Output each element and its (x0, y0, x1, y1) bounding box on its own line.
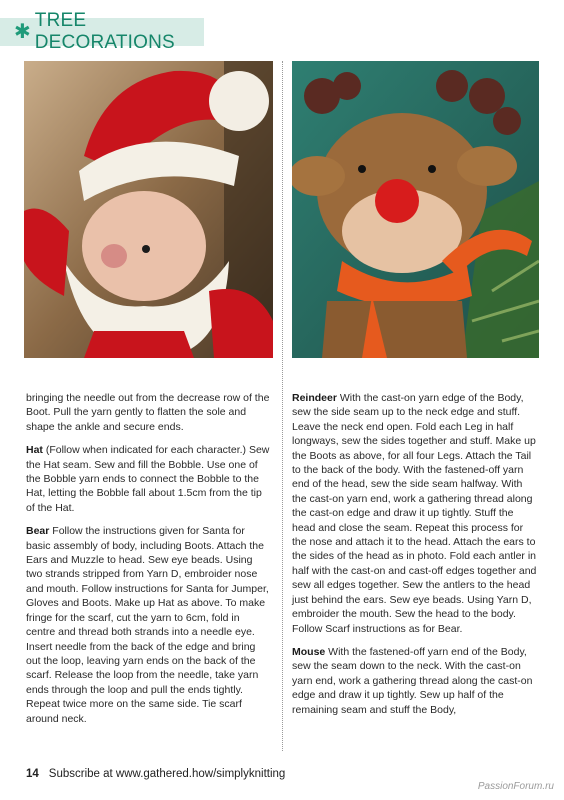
reindeer-photo (292, 61, 539, 358)
right-column (292, 391, 538, 726)
reindeer-paragraph (292, 391, 538, 636)
reindeer-text: With the cast-on yarn edge of the Body, sew the side seam up to the neck edge and stuff. Leave the neck end open. Fold each Leg in half longways, sew the sides together and stuff. Make up the Boots as above, for all four Legs. Attach the Tail to the back of the body. With the fastened-off yarn end of the head, sew the side seam halfway. With the cast-on yarn end, work a gathering thread along the cast-on edge and draw it up tightly. Stuff the head and close the seam. Repeat this process for the nose and attach it to the head. Attach the ears to the sides of the head as in photo. Fold each antler in half with the cast-on and cast-off edges together and sew all edges together. Sew the antlers to the head just behind the ears. Sew eye beads. Using Yarn D, embroider the mouth. Sew the head to the body. Follow Scarf instructions as for Bear. (292, 392, 537, 635)
bear-paragraph (26, 524, 270, 726)
column-divider (282, 61, 283, 751)
mouse-heading: Mouse (292, 645, 326, 658)
watermark: PassionForum.ru (477, 781, 554, 792)
boot-paragraph: bringing the needle out from the decrease row of the Boot. Pull the yarn gently to flatten the sole and shape the ankle and secure ends. (26, 392, 270, 433)
subscribe-link[interactable]: Subscribe at www.gathered.how/simplyknitting (48, 768, 286, 780)
hat-text: (Follow when indicated for each character.) Sew the Hat seam. Sew and fill the Bobble. Use one of the Bobble yarn ends to connect the Bobble to the Hat, letting the Bobble fall about 1.5cm from the tip of the Hat. (26, 444, 270, 514)
clover-star-icon: ✱ (14, 21, 31, 43)
mouse-paragraph (292, 645, 538, 717)
reindeer-heading: Reindeer (292, 392, 337, 404)
page-number: 14 (26, 768, 39, 780)
hat-paragraph (26, 443, 270, 515)
left-column (26, 391, 270, 735)
mouse-text: With the fastened-off yarn end of the Body, sew the seam down to the neck. With the cast-on yarn end, work a gathering thread along the cast-on edge and draw it up tightly. Sew up half of the remaining seam and stuff the Body, (292, 645, 533, 716)
hat-heading: Hat (26, 444, 43, 457)
page-footer (26, 768, 285, 780)
section-header (0, 10, 204, 53)
bear-heading: Bear (26, 525, 50, 538)
section-title: TREE DECORATIONS (34, 10, 175, 53)
santa-photo (24, 61, 273, 358)
bear-text: Follow the instructions given for Santa for basic assembly of body, including Boots. Attach the Ears and Muzzle to head. Sew eye beads. Using two strands stripped from Yarn D, embroider nose and mouth. Follow instructions for Santa for Jumper, Gloves and Boots. Make up Hat as above. To make fringe for the scarf, cut the yarn to 6cm, fold in centre and thread both strands into a needle eye. Insert needle from the back of the edge and bring out the loop, leaving yarn ends on the back of the scarf. Release the loop from the needle, take yarn ends through the loop and pull the ends tightly. Repeat twice more on the same side. Tie scarf around neck. (26, 525, 269, 725)
